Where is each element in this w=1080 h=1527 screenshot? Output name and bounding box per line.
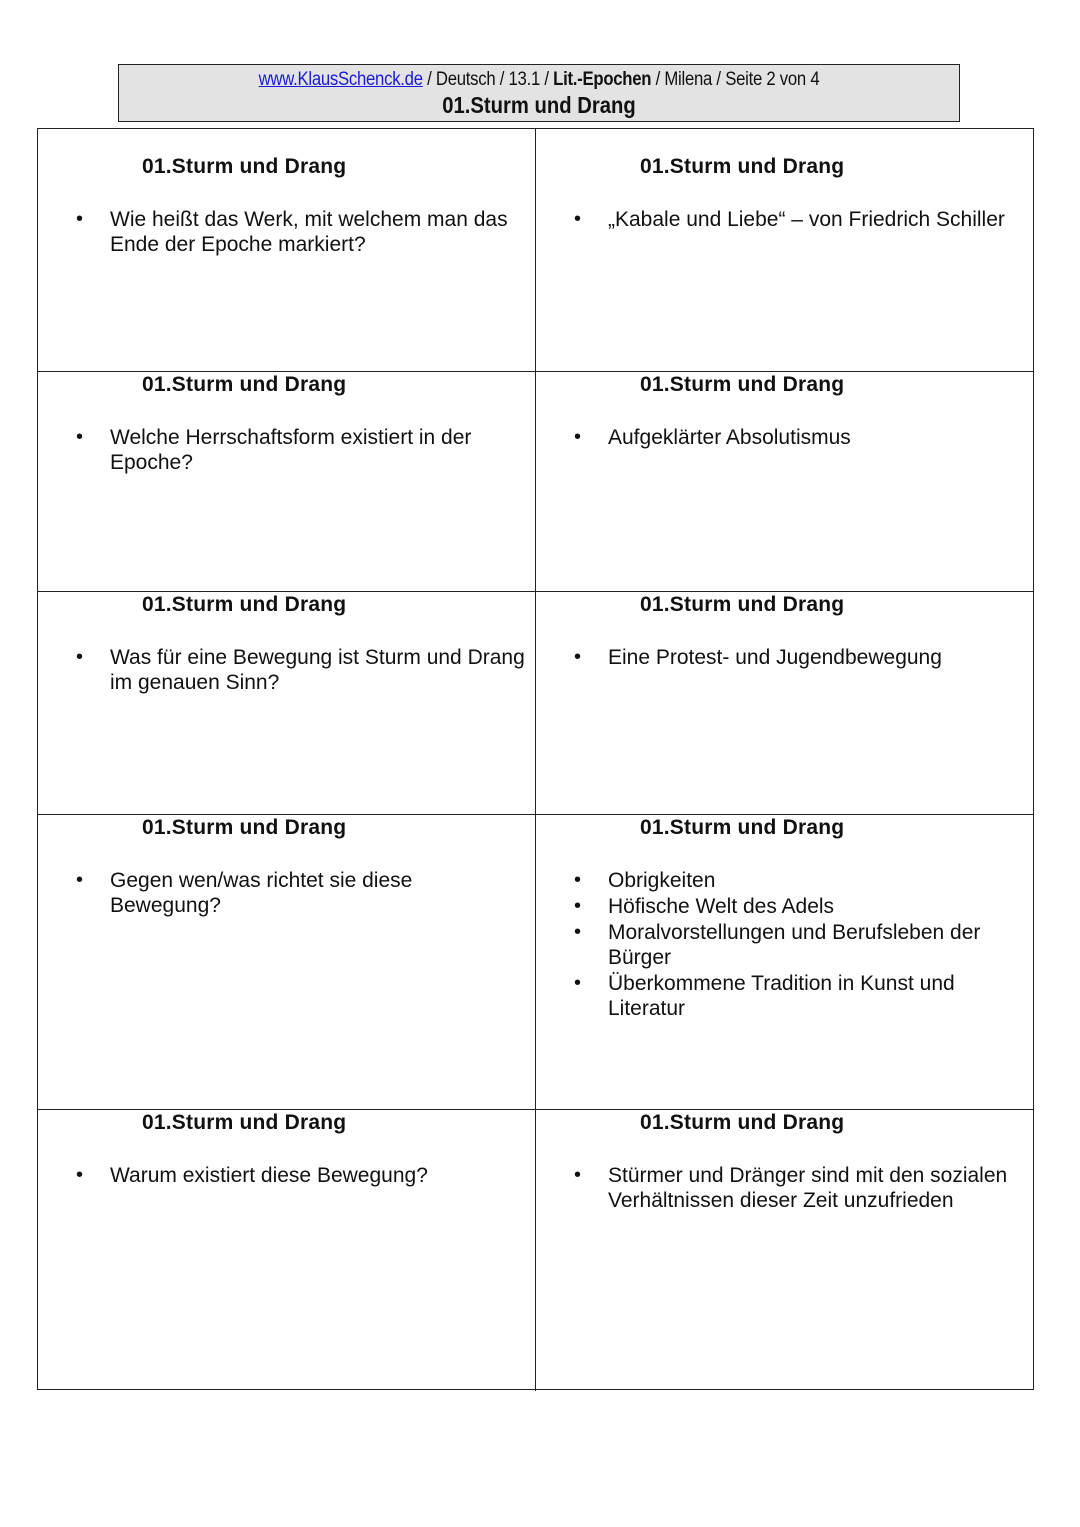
page-title: 01.Sturm und Drang	[442, 92, 636, 118]
card-title: 01.Sturm und Drang	[142, 373, 347, 396]
card-title: 01.Sturm und Drang	[640, 1111, 845, 1134]
list-item: • Wie heißt das Werk, mit welchem man das Ende der Epoche markiert?	[38, 207, 535, 257]
list-item: • Eine Protest- und Jugendbewegung	[536, 645, 952, 670]
header-breadcrumb	[169, 69, 908, 91]
answer-card	[536, 372, 1033, 591]
list-item: • Höfische Welt des Adels	[536, 894, 1033, 919]
answer-list	[536, 868, 1033, 1022]
breadcrumb-topic: Lit.-Epochen	[553, 69, 652, 90]
list-item: • Aufgeklärter Absolutismus	[536, 425, 861, 450]
page-header	[118, 64, 960, 122]
card-title: 01.Sturm und Drang	[142, 816, 347, 839]
question-list	[38, 1163, 438, 1189]
question-card	[38, 129, 536, 371]
answer-card	[536, 815, 1033, 1109]
flashcard-row	[38, 1110, 1033, 1391]
question-list	[38, 868, 535, 919]
flashcard-row	[38, 129, 1033, 372]
flashcard-grid	[37, 128, 1034, 1390]
breadcrumb-path: / Deutsch / 13.1 /	[422, 69, 554, 90]
question-list	[38, 645, 535, 696]
question-card	[38, 1110, 536, 1391]
list-item: • Stürmer und Dränger sind mit den sozialen Verhältnissen dieser Zeit unzufrieden	[536, 1163, 1033, 1213]
list-item: • Warum existiert diese Bewegung?	[38, 1163, 438, 1188]
website-link[interactable]: www.KlausSchenck.de	[258, 69, 423, 90]
answer-list	[536, 425, 861, 451]
answer-card	[536, 592, 1033, 814]
flashcard-row	[38, 592, 1033, 815]
breadcrumb-page: / Milena / Seite 2 von 4	[651, 69, 820, 90]
question-list	[38, 425, 535, 476]
list-item: • Welche Herrschaftsform existiert in der Epoche?	[38, 425, 535, 475]
answer-list	[536, 207, 1015, 233]
list-item: • Obrigkeiten	[536, 868, 1033, 893]
card-title: 01.Sturm und Drang	[640, 155, 845, 178]
card-title: 01.Sturm und Drang	[142, 1111, 347, 1134]
list-item: • „Kabale und Liebe“ – von Friedrich Schiller	[536, 207, 1015, 232]
card-title: 01.Sturm und Drang	[640, 593, 845, 616]
question-card	[38, 592, 536, 814]
answer-list	[536, 645, 952, 671]
card-title: 01.Sturm und Drang	[640, 816, 845, 839]
question-card	[38, 815, 536, 1109]
flashcard-row	[38, 372, 1033, 592]
card-title: 01.Sturm und Drang	[142, 155, 347, 178]
question-list	[38, 207, 535, 258]
list-item: • Moralvorstellungen und Berufsleben der Bürger	[536, 920, 1033, 970]
answer-card	[536, 1110, 1033, 1391]
question-card	[38, 372, 536, 591]
list-item: • Was für eine Bewegung ist Sturm und Drang im genauen Sinn?	[38, 645, 535, 695]
flashcard-row	[38, 815, 1033, 1110]
answer-list	[536, 1163, 1033, 1214]
list-item: • Gegen wen/was richtet sie diese Bewegung?	[38, 868, 535, 918]
answer-card	[536, 129, 1033, 371]
card-title: 01.Sturm und Drang	[640, 373, 845, 396]
card-title: 01.Sturm und Drang	[142, 593, 347, 616]
list-item: • Überkommene Tradition in Kunst und Literatur	[536, 971, 1033, 1021]
